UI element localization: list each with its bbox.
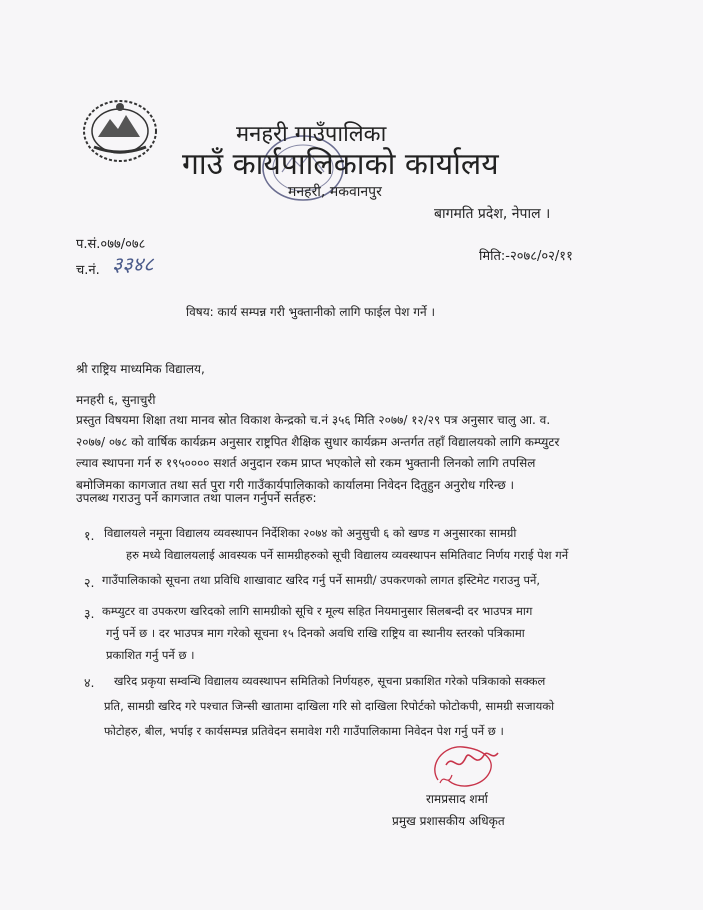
dispatch-number: ३३४८ — [112, 252, 154, 276]
condition-number: २. — [84, 575, 95, 590]
condition-line: कम्प्युटर वा उपकरण खरिदको लागि सामग्रीको सूचि र मूल्य सहित नियमानुसार सिलबन्दी दर भाउपत्र माग — [102, 604, 533, 618]
condition-line: प्रति, सामग्री खरिद गरे पश्चात जिन्सी खातामा दाखिला गरि सो दाखिला रिपोर्टको फोटोकपी, सामग्री सजायको — [104, 699, 555, 713]
letter-subject: विषय: कार्य सम्पन्न गरी भुक्तानीको लागि फाईल पेश गर्ने । — [186, 305, 436, 319]
condition-line: फोटोहरु, बील, भर्पाइ र कार्यसम्पन्न प्रतिवेदन समावेश गरी गाउँपालिकामा निवेदन पेश गर्नु पर्ने छ । — [104, 724, 504, 738]
signatory-title: प्रमुख प्रशासकीय अधिकृत — [392, 814, 505, 828]
condition-line: प्रकाशित गर्नु पर्ने छ । — [106, 648, 195, 662]
recipient-name: श्री राष्ट्रिय माध्यमिक विद्यालय, — [76, 362, 205, 376]
body-line: बमोजिमका कागजात तथा सर्त पुरा गरी गाउँकार्यपालिकाको कार्यालमा निवेदन दितुहुन अनुरोध गरिन्छ । — [76, 477, 515, 492]
condition-item — [104, 669, 555, 744]
office-address: मनहरी, मकवानपुर — [288, 184, 382, 200]
condition-number: ३. — [84, 606, 95, 621]
body-line: २०७७/ ०७८ को वार्षिक कार्यक्रम अनुसार राष्ट्रपित शैक्षिक सुधार कार्यक्रम अन्तर्गत तहाँ विद्यालयको लागि कम्प्युटर — [76, 434, 560, 449]
office-name: गाउँ कार्यपालिकाको कार्यालय — [182, 147, 499, 182]
condition-line: हरु मध्ये विद्यालयलाई आवस्यक पर्ने सामग्रीहरुको सूची विद्यालय व्यवस्थापन समितिवाट निर्णय गराई पेश गर्ने — [126, 548, 569, 562]
conditions-intro: उपलब्ध गराउनु पर्ने कागजात तथा पालन गर्नुपर्ने सर्तहरु: — [76, 491, 317, 505]
body-line: ल्याव स्थापना गर्न रु १९५०००० सशर्त अनुदान रकम प्राप्त भएकोले सो रकम भुक्तानी लिनको लागि तपसिल — [76, 456, 536, 470]
recipient-address: मनहरी ६, सुनाचुरी — [76, 393, 156, 407]
condition-line: विद्यालयले नमूना विद्यालय व्यवस्थापन निर्देशिका २०७४ को अनुसुची ६ को खण्ड ग अनुसारका सामग्री — [104, 526, 517, 540]
letter-date: मिति:-२०७८/०२/११ — [479, 249, 573, 264]
province: बागमति प्रदेश, नेपाल । — [434, 206, 551, 222]
condition-item — [104, 522, 568, 566]
body-paragraph — [76, 410, 646, 496]
condition-number: ४. — [84, 675, 95, 690]
condition-number: १. — [84, 528, 95, 543]
nepal-emblem-icon — [80, 95, 160, 165]
signatory-name: रामप्रसाद शर्मा — [426, 792, 488, 806]
dispatch-label: च.नं. — [76, 263, 100, 278]
body-line: प्रस्तुत विषयमा शिक्षा तथा मानव स्रोत विकाश केन्द्रको च.नं ३५६ मिति २०७७/ १२/२९ पत्र अनुसार चालु आ. व. — [76, 413, 551, 427]
condition-item — [102, 569, 540, 591]
condition-line: गर्नु पर्ने छ । दर भाउपत्र माग गरेको सूचना १५ दिनको अवधि राखि राष्ट्रिय वा स्थानीय स्तरको पत्रिकामा — [106, 626, 525, 640]
condition-line: खरिद प्रकृया सम्वन्धि विद्यालय व्यवस्थापन समितिको निर्णयहरु, सूचना प्रकाशित गरेको पत्रिकाको सक्कल — [114, 674, 546, 688]
reference-number: प.सं.०७७/०७८ — [76, 237, 146, 252]
org-name: मनहरी गाउँपालिका — [236, 122, 387, 147]
condition-line: गाउँपालिकाको सूचना तथा प्रविधि शाखावाट खरिद गर्नु पर्ने सामग्री/ उपकरणको लागत इस्टिमेट गराउनु पर्ने, — [102, 573, 541, 587]
signature-mark-icon — [418, 735, 508, 795]
condition-item — [102, 600, 532, 666]
